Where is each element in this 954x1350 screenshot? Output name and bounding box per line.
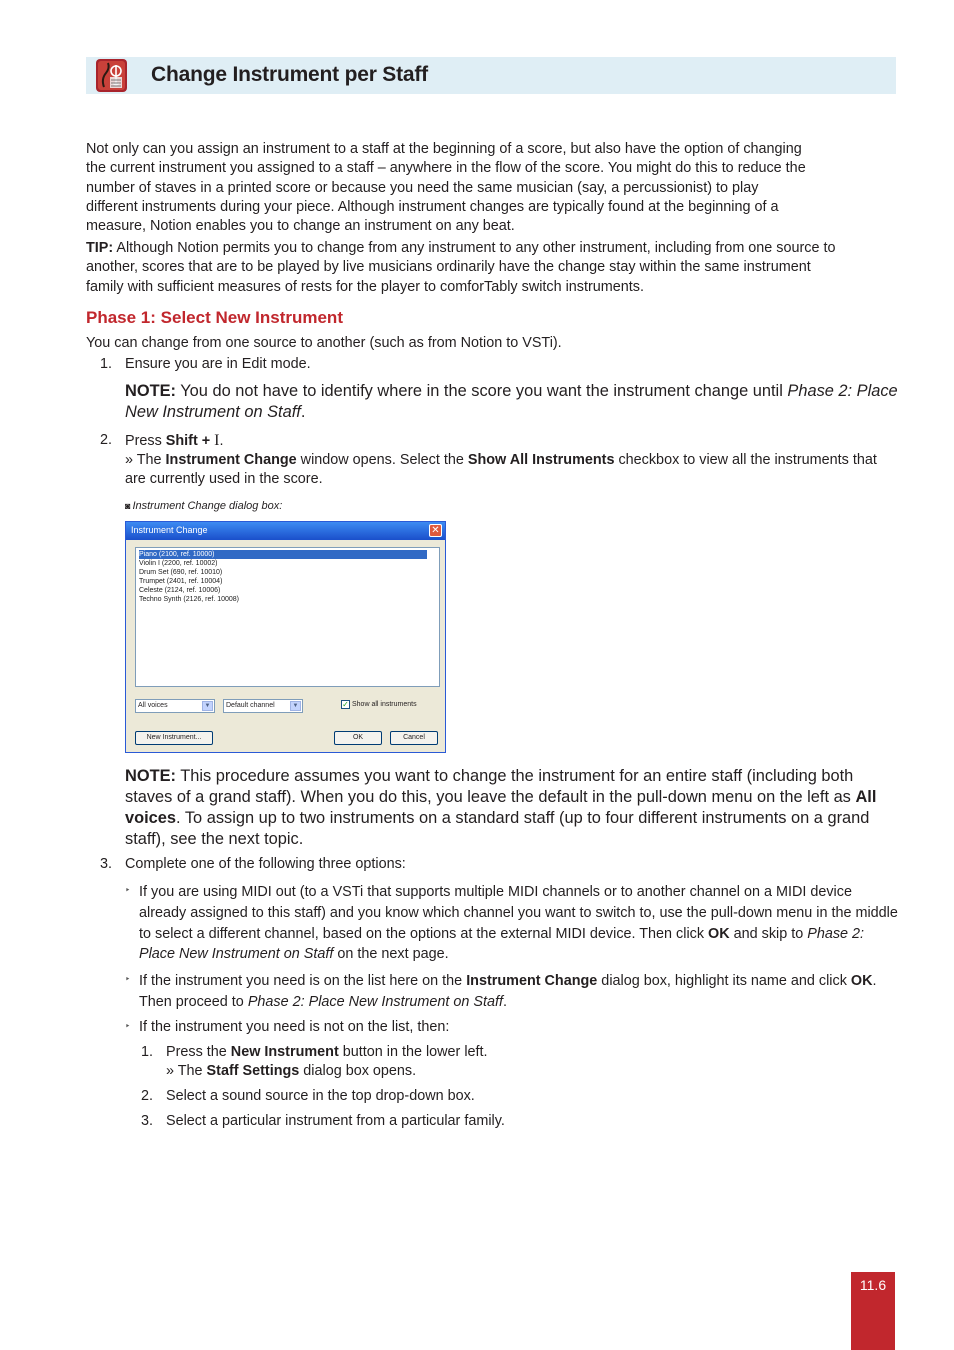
instrument-item[interactable]: Celeste (2124, ref. 10006) (139, 587, 221, 594)
caption-text: Instrument Change dialog box: (132, 500, 283, 512)
option1-a: If you are using MIDI out (to a VSTi that supports multiple MIDI channels or to another channel on a MIDI device already assigned to this staff) and you know which channel you want to switch to, use the pull-down menu in the middle to select a different channel, based on the options at the external MIDI device. Then click (139, 884, 898, 942)
step2-text (125, 431, 224, 451)
note2-text1: This procedure assumes you want to change the instrument for an entire staff (including both staves of a grand staff). When you do this, you leave the default in the pull-down menu on the left as (125, 767, 856, 806)
instrument-list[interactable] (135, 547, 440, 687)
sub1-result-c: dialog box opens. (299, 1063, 417, 1079)
note1-text: You do not have to identify where in the score you want the instrument change until (176, 382, 788, 400)
phase1-subtext: You can change from one source to another (such as from Notion to VSTi). (86, 335, 562, 351)
option2-b: Instrument Change (466, 973, 598, 989)
step2-key-i: I (214, 432, 220, 449)
step2-number: 2. (100, 432, 113, 448)
option2-e: . Then proceed to (139, 973, 877, 1010)
note1-label: NOTE: (125, 382, 176, 400)
instrument-item[interactable]: Drum Set (690, ref. 10010) (139, 569, 223, 576)
note2-label: NOTE: (125, 767, 176, 785)
phase1-heading: Phase 1: Select New Instrument (86, 308, 343, 327)
instrument-change-dialog (125, 521, 446, 753)
bullet-icon: ‣ (125, 974, 131, 984)
chevron-down-icon: ▼ (202, 701, 213, 711)
sub1-result-b: Staff Settings (206, 1063, 300, 1079)
option2-d: OK (850, 973, 873, 989)
step2-result-mid: window opens. Select the (296, 452, 468, 468)
substep3-number: 3. (141, 1113, 154, 1129)
step2-result (125, 451, 885, 490)
option-2 (139, 971, 899, 1013)
substep3-text: Select a particular instrument from a particular family. (166, 1113, 505, 1129)
chevron-down-icon: ▼ (290, 701, 301, 711)
sub1-a: Press the (166, 1044, 231, 1060)
bullet-icon: ‣ (125, 1021, 131, 1031)
substep1-number: 1. (141, 1044, 154, 1060)
instrument-item[interactable]: Trumpet (2401, ref. 10004) (139, 578, 223, 585)
section-header (86, 57, 896, 94)
instrument-item[interactable]: Techno Synth (2126, ref. 10008) (139, 596, 240, 603)
note-1 (125, 381, 905, 423)
page-number-tab (851, 1272, 895, 1350)
dialog-title: Instrument Change (131, 525, 208, 535)
channel-select[interactable] (223, 699, 303, 713)
page-title: Change Instrument per Staff (151, 63, 428, 86)
option1-d: on the next page. (333, 946, 449, 963)
note1-end: . (300, 403, 306, 421)
camera-icon: ◙ (125, 501, 131, 511)
step2-keys: Shift + (165, 433, 215, 449)
option2-c: dialog box, highlight its name and click (597, 973, 851, 989)
sub1-c: button in the lower left. (338, 1044, 488, 1060)
step2-result-pre: » The (125, 452, 166, 468)
bullet-icon: ‣ (125, 885, 131, 895)
show-all-label: Show all instruments (352, 701, 417, 708)
note2-bold: All voices (125, 788, 877, 827)
sub1-b: New Instrument (230, 1044, 339, 1060)
new-instrument-button[interactable]: New Instrument... (135, 731, 213, 745)
step1-number: 1. (100, 356, 113, 372)
show-all-checkbox[interactable]: ✓ (342, 700, 349, 709)
note1-ref: Phase 2: Place New Instrument on Staff (125, 382, 898, 421)
option2-ref: Phase 2: Place New Instrument on Staff (247, 993, 503, 1010)
note2-text2: . To assign up to two instruments on a standard staff (up to four different instruments on a grand staff), see the next topic. (125, 809, 870, 848)
option-1 (139, 882, 899, 965)
sub1-result-a: » The (166, 1063, 207, 1079)
option1-c: and skip to (729, 925, 808, 942)
option2-f: . (502, 993, 507, 1010)
option-3: If the instrument you need is not on the list, then: (139, 1019, 450, 1035)
close-icon[interactable]: ✕ (429, 524, 442, 537)
substep2-text: Select a sound source in the top drop-down box. (166, 1088, 475, 1104)
figure-caption (125, 500, 282, 512)
tip-text: Although Notion permits you to change from any instrument to any other instrument, including from one source to another, scores that are to be played by live musicians ordinarily have the change stay within the same instrument family with sufficient measures of rests for the player to comforTably switch instruments. (86, 240, 836, 295)
substep1-text (166, 1043, 488, 1062)
step1-text: Ensure you are in Edit mode. (125, 356, 311, 372)
step2-period: . (219, 433, 224, 449)
channel-select-value: Default channel (226, 702, 275, 709)
step2-press: Press (125, 433, 166, 449)
voices-select-value: All voices (138, 702, 168, 709)
option2-a: If the instrument you need is on the list here on the (139, 973, 467, 989)
step2-result-b2: Show All Instruments (467, 452, 615, 468)
substep2-number: 2. (141, 1088, 154, 1104)
option1-ref: Phase 2: Place New Instrument on Staff (139, 925, 865, 963)
step3-text: Complete one of the following three options: (125, 856, 406, 872)
step3-number: 3. (100, 856, 113, 872)
cancel-button[interactable]: Cancel (390, 731, 438, 745)
voices-select[interactable] (135, 699, 215, 713)
instrument-item[interactable]: Violin I (2200, ref. 10002) (139, 560, 218, 567)
tip-label: TIP: (86, 240, 114, 256)
step2-result-b1: Instrument Change (165, 452, 297, 468)
substep1-result (166, 1062, 416, 1081)
intro-paragraph: Not only can you assign an instrument to a staff at the beginning of a score, but also have the option of changing the current instrument you assigned to a staff – anywhere in the flow of the score. You might do this to reduce the number of staves in a printed score or because you need the same musician (say, a percussionist) to play different instruments during your piece. Although instrument changes are typically found at the beginning of a measure, Notion enables you to change an instrument on any beat. (86, 141, 806, 235)
step2-result-end: checkbox to view all the instruments that are currently used in the score. (125, 452, 877, 488)
page-number: 11.6 (859, 1277, 887, 1293)
option1-b: OK (708, 925, 730, 942)
note-2 (125, 766, 895, 850)
notion-app-icon (96, 59, 127, 92)
dialog-titlebar (126, 522, 445, 540)
tip-paragraph (86, 239, 836, 297)
instrument-item[interactable]: Piano (2100, ref. 10000) (139, 550, 427, 559)
ok-button[interactable]: OK (334, 731, 382, 745)
